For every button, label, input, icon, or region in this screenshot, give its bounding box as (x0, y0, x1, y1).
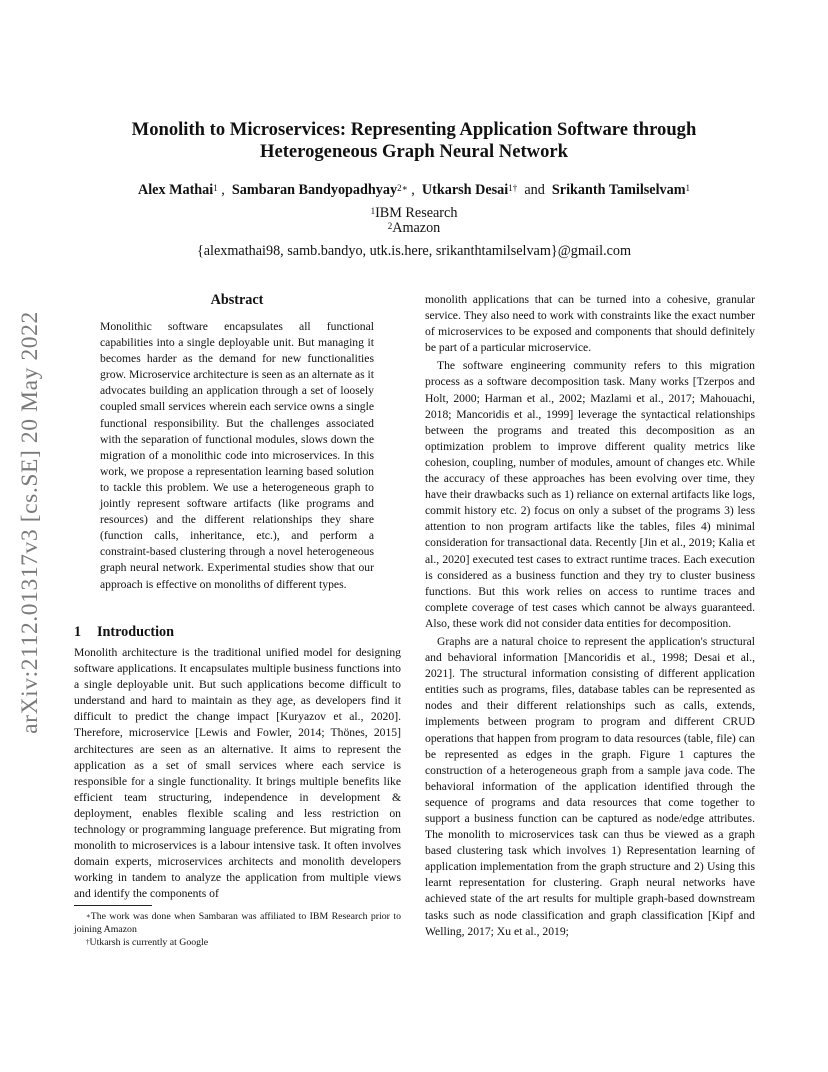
affiliation-mark: 2 (387, 221, 393, 231)
paragraph: The software engineering community refers to this migration process as a software decomposition task. Many works [Tzerpos and Holt, 2000; Harman et al., 2002; Mazlami et al., 2017; Mahouachi, 2018; Mancoridis et al., 1999] leverage the syntactical relationships between the programs and treated this decomposition as an optimization problem to improve different quality metrics like cohesion, coupling, number of modules, amount of changes etc. While the accuracy of these approaches has been evolving over time, they have their drawbacks such as 1) reliance on external artifacts like logs, commit history etc. 2) focus on only a subset of the programs 3) less attention to non program artifacts like the tables, files 4) minimal consideration for transactional data. Recently [Jin et al., 2019; Kalia et al., 2020] executed test cases to extract runtime traces. Each execution is considered as a business function and they try to cluster business functions. But this work relies on access to runtime traces and complete coverage of test cases which cannot be always guaranteed. Also, these work did not consider data entities for decomposition. (425, 359, 755, 630)
footnotes (74, 910, 401, 950)
author-name: Alex Mathai (137, 182, 214, 198)
abstract-body (100, 319, 374, 593)
author-mark: 1† (508, 183, 518, 193)
author-mark: 2∗ (397, 183, 408, 193)
arxiv-sidebar (12, 286, 48, 758)
abstract-text: Monolithic software encapsulates all functional capabilities into a single deployable unit. But managing it becomes harder as the demand for new functionalities grow. Microservice architecture is seen as an alternate as it advocates building an application through a set of loosely coupled small services wherein each service owns a single functional responsibility. But the challenges associated with the separation of functional modules, slows down the migration of a monolithic code into microservices. In this work, we propose a representation learning based solution to tackle this problem. We use a heterogeneous graph to jointly represent software artifacts (like programs and resources) and the different relationships they share (function calls, inheritance, etc.), and perform a constraint-based clustering through a novel heterogeneous graph neural network. Experimental studies show that our approach is effective on monoliths of different types. (100, 320, 374, 591)
footnote (74, 936, 401, 949)
right-column (425, 292, 755, 940)
author-name: Srikanth Tamilselvam (551, 182, 686, 198)
and-word: and (524, 182, 545, 198)
paper-title (60, 119, 768, 163)
paragraph: Monolith architecture is the traditional unified model for designing software applications. It encapsulates multiple business functions into a single deployable unit. But such applications become difficult to understand and hard to maintain as they age, as developers find it difficult to predict the change impact [Kuryazov et al., 2020]. Therefore, microservice [Lewis and Fowler, 2014; Thönes, 2015] architectures are seen as an alternative. It aims to represent the application as a set of small services where each service is responsible for a single functionality. It brings multiple benefits like efficient team structuring, independence in development & deployment, enables flexible scaling and less restriction on technology or programming language preference. But migrating from monolith to microservices is a labour intensive task. It often involves domain experts, microservices architects and monolith developers working in tandem to analyze the application from multiple views and identify the components of (74, 646, 401, 901)
paragraph: monolith applications that can be turned into a cohesive, granular service. They also need to work with constraints like the exact number of microservices to be exposed and components that should definitely be part of a particular microservice. (425, 293, 755, 355)
section-title: Introduction (97, 624, 174, 640)
author-list: Alex Mathai$^1$ , Sambaran Bandyopadhyay$^{2∗}$ , Utkarsh Desai$^{1\dagger}$ and Srikanth Tamilselvam$^1$ (137, 182, 691, 198)
footnote-text: The work was done when Sambaran was affiliated to IBM Research prior to joining Amazon (74, 911, 401, 936)
affiliation-mark: 1 (370, 206, 376, 216)
affiliation-name: Amazon (392, 220, 441, 236)
author-emails: {alexmathai98, samb.bandyo, utk.is.here, srikanthtamilselvam}@gmail.com (196, 243, 632, 259)
paragraph: Graphs are a natural choice to represent the application's structural and behavioral information [Mancoridis et al., 1998; Desai et al., 2021]. The structural information consisting of different application entities such as programs, files, database tables can be represented as nodes and their different relationships such as calls, extends, implements between program to program and different CRUD operations that happen from program to data resources (table, file) can be represented as edges in the graph. Figure 1 captures the construction of a heterogeneous graph from a sample java code. The behavioral information of the application identified through the sequence of programs and data resources that come together to support a business function can be captured as node/edge attributes. The monolith to microservices task can thus be viewed as a graph based clustering task which involves 1) Representation learning of application implementation from the graph structure and 2) Using this learnt representation for clustering. Graph neural networks have achieved state of the art results for multiple graph-based downstream tasks such as node classification and graph classification [Kipf and Welling, 2017; Xu et al., 2019; (425, 634, 755, 938)
footnote-text: Utkarsh is currently at Google (89, 937, 209, 949)
author-mark: 1 (685, 183, 691, 193)
affiliation-item (60, 206, 768, 221)
footnote-divider (74, 905, 152, 906)
author-mark: 1 (213, 183, 218, 193)
footnote-mark: † (86, 938, 90, 947)
author-name: Sambaran Bandyopadhyay (231, 182, 398, 198)
arxiv-identifier: arXiv:2112.01317v3 [cs.SE] 20 May 2022 (16, 310, 43, 734)
affiliation-name: IBM Research (375, 205, 458, 221)
affiliation-item (60, 221, 768, 236)
section-heading-introduction (74, 624, 174, 641)
footnote-mark: ∗ (86, 912, 91, 920)
affiliations (60, 206, 768, 236)
abstract-heading: Abstract (210, 292, 264, 308)
title-line-1: Monolith to Microservices: Representing Application Software through (131, 119, 697, 140)
introduction-body (74, 645, 401, 903)
title-line-2: Heterogeneous Graph Neural Network (260, 141, 568, 162)
footnote (74, 910, 401, 936)
author-name: Utkarsh Desai (421, 182, 509, 198)
section-number: 1 (74, 624, 82, 640)
